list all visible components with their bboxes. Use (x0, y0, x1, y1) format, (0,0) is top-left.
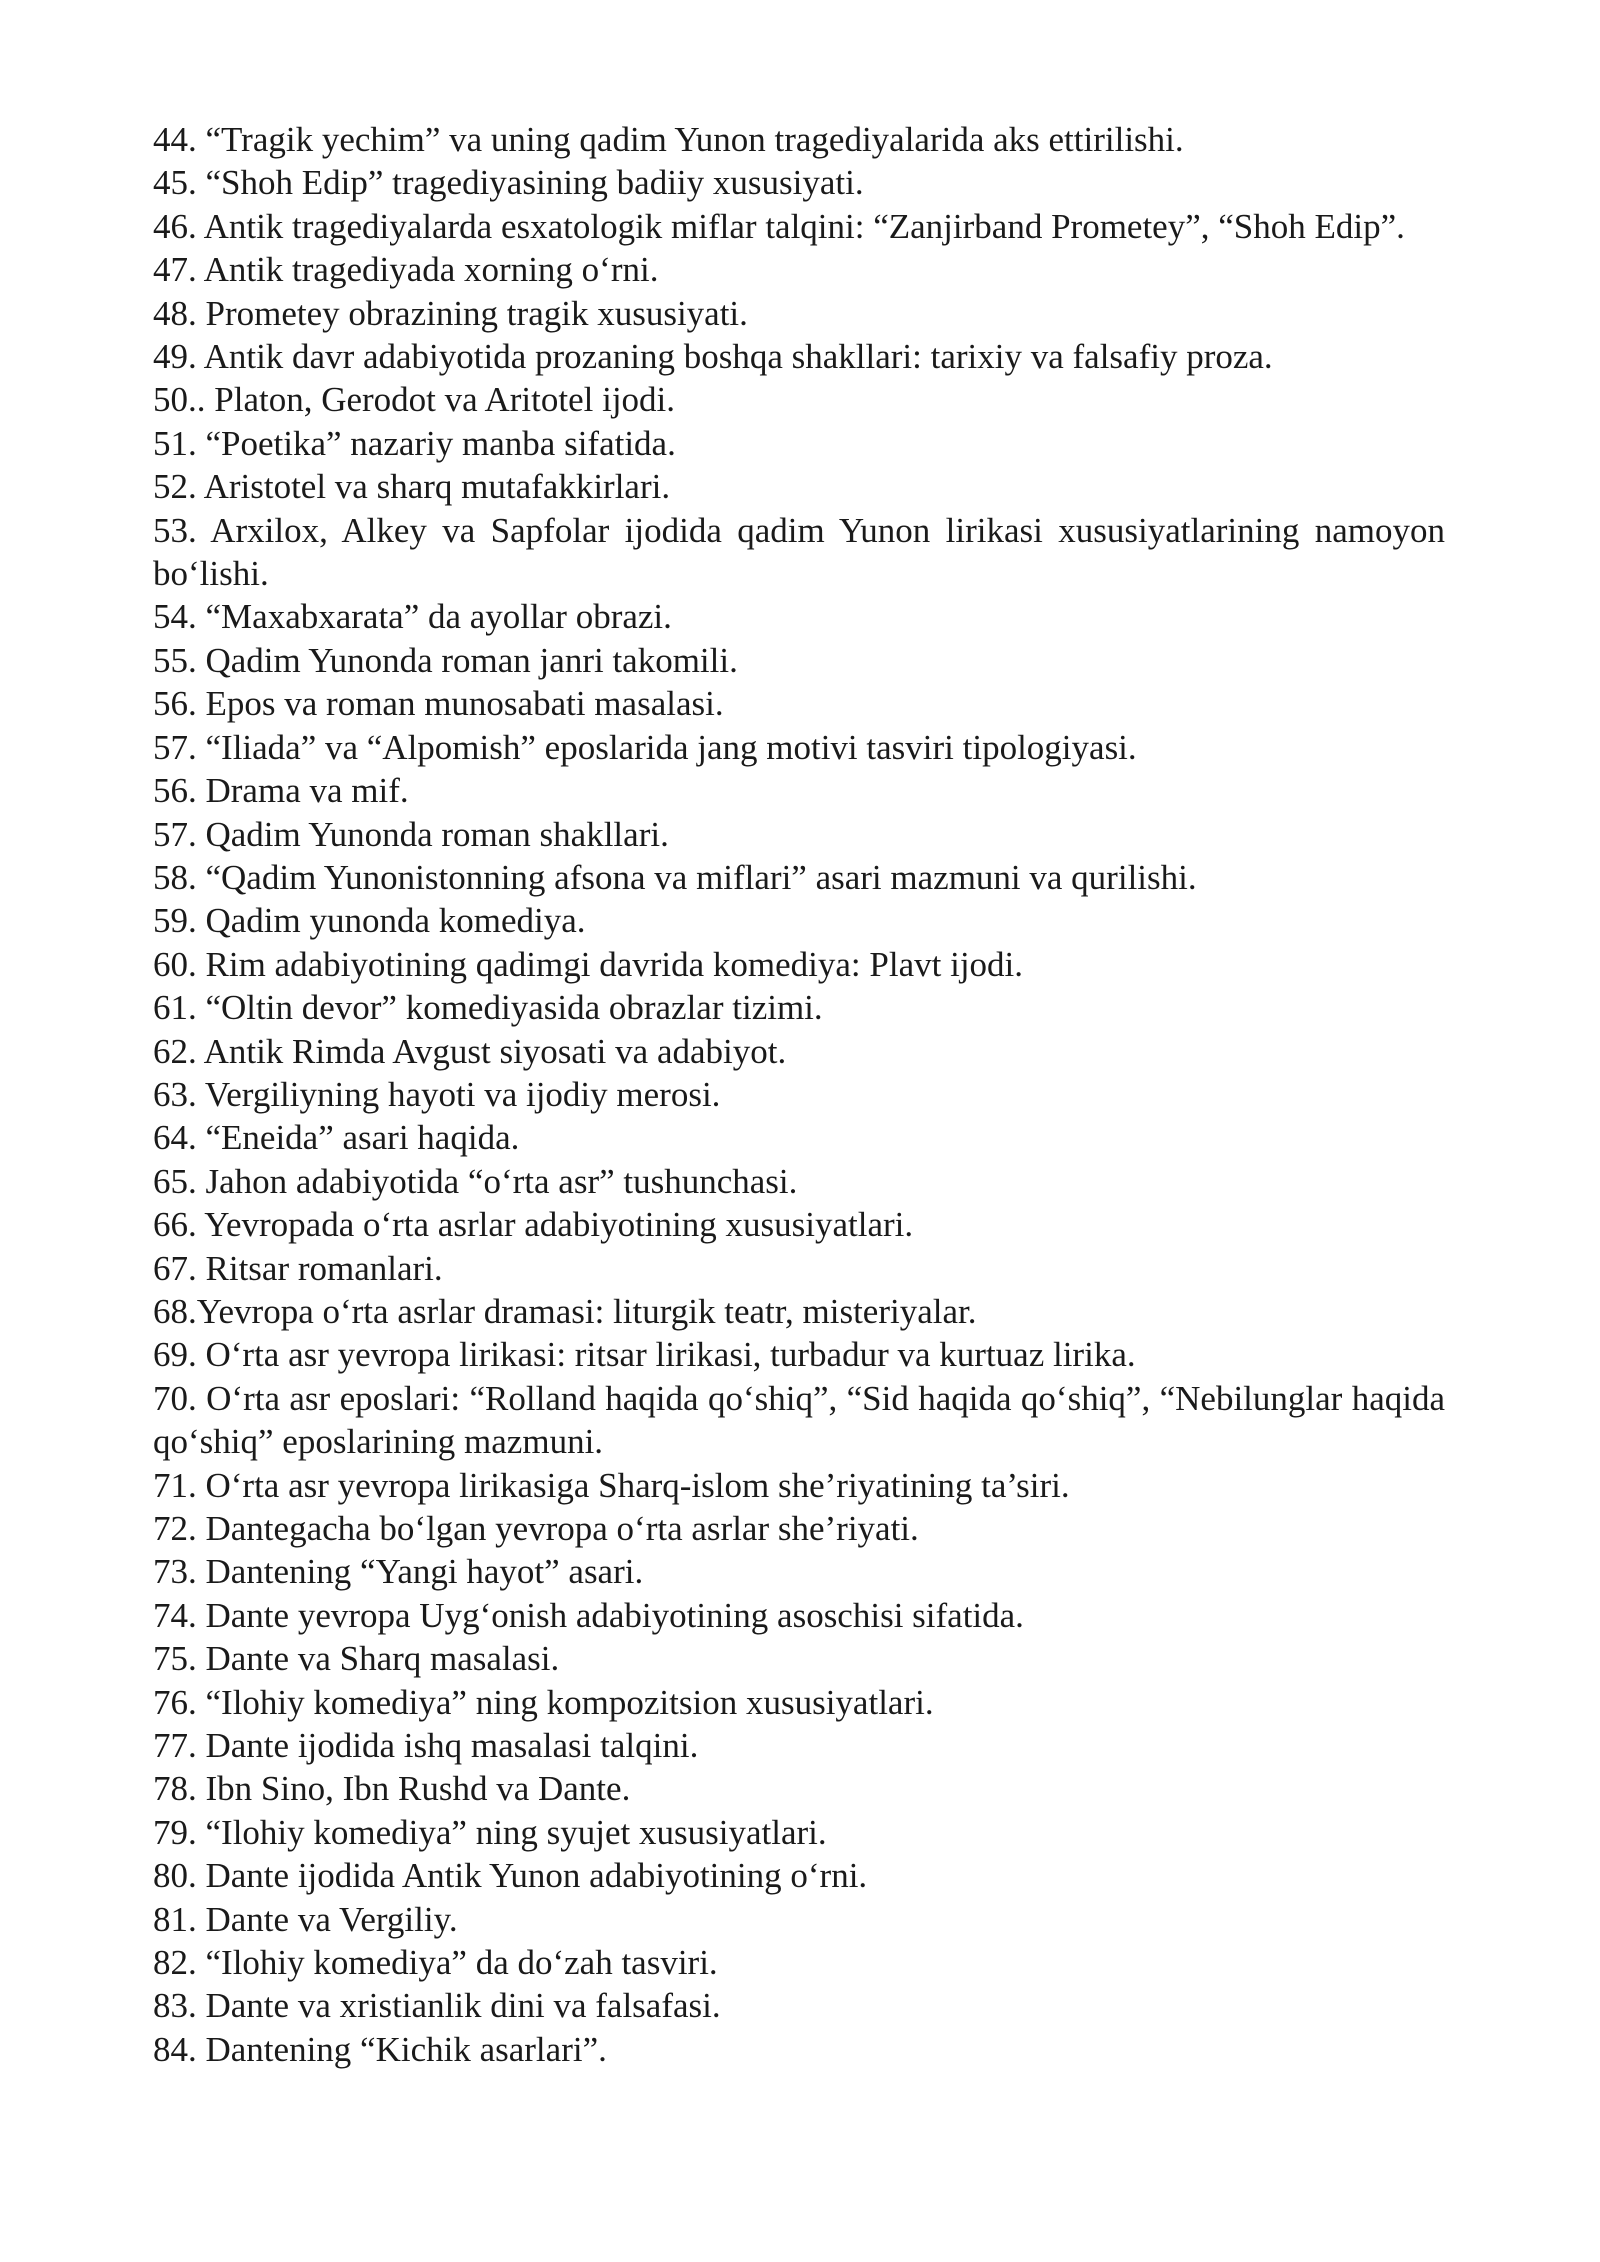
list-item: 75. Dante va Sharq masalasi. (153, 1639, 560, 1679)
document-page (153, 118, 1445, 2071)
list-item: 57. “Iliada” va “Alpomish” eposlarida jang motivi tasviri tipologiyasi. (153, 727, 1137, 767)
list-item: 69. O‘rta asr yevropa lirikasi: ritsar lirikasi, turbadur va kurtuaz lirika. (153, 1335, 1136, 1375)
list-item: 48. Prometey obrazining tragik xususiyati. (153, 293, 748, 333)
list-item: 66. Yevropada o‘rta asrlar adabiyotining xususiyatlari. (153, 1205, 914, 1245)
list-item: 57. Qadim Yunonda roman shakllari. (153, 814, 669, 854)
list-item: 54. “Maxabxarata” da ayollar obrazi. (153, 597, 672, 637)
list-item: 55. Qadim Yunonda roman janri takomili. (153, 640, 738, 680)
list-item: 79. “Ilohiy komediya” ning syujet xususiyatlari. (153, 1812, 827, 1852)
list-item: 65. Jahon adabiyotida “o‘rta asr” tushunchasi. (153, 1161, 798, 1201)
list-item: 53. Arxilox, Alkey va Sapfolar ijodida qadim Yunon lirikasi xususiyatlarining namoyon bo‘lishi. (153, 510, 1445, 594)
list-item: 67. Ritsar romanlari. (153, 1248, 443, 1288)
list-item: 71. O‘rta asr yevropa lirikasiga Sharq-islom she’riyatining ta’siri. (153, 1465, 1070, 1505)
list-item: 76. “Ilohiy komediya” ning kompozitsion xususiyatlari. (153, 1682, 934, 1722)
list-item: 80. Dante ijodida Antik Yunon adabiyotining o‘rni. (153, 1856, 868, 1896)
list-item: 77. Dante ijodida ishq masalasi talqini. (153, 1726, 699, 1766)
list-item: 44. “Tragik yechim” va uning qadim Yunon tragediyalarida aks ettirilishi. (153, 120, 1184, 159)
list-item: 56. Epos va roman munosabati masalasi. (153, 684, 724, 724)
list-item: 64. “Eneida” asari haqida. (153, 1118, 520, 1158)
list-item: 46. Antik tragediyalarda esxatologik miflar talqini: “Zanjirband Prometey”, “Shoh Edip”. (153, 206, 1405, 246)
list-item: 73. Dantening “Yangi hayot” asari. (153, 1552, 644, 1592)
list-item: 45. “Shoh Edip” tragediyasining badiiy xususiyati. (153, 163, 864, 203)
list-item: 56. Drama va mif. (153, 771, 409, 811)
list-item: 62. Antik Rimda Avgust siyosati va adabiyot. (153, 1031, 787, 1071)
list-item: 58. “Qadim Yunonistonning afsona va miflari” asari mazmuni va qurilishi. (153, 857, 1197, 897)
list-item: 82. “Ilohiy komediya” da do‘zah tasviri. (153, 1943, 718, 1983)
list-item: 49. Antik davr adabiyotida prozaning boshqa shakllari: tarixiy va falsafiy proza. (153, 337, 1273, 377)
list-item: 72. Dantegacha bo‘lgan yevropa o‘rta asrlar she’riyati. (153, 1509, 919, 1548)
list-item: 60. Rim adabiyotining qadimgi davrida komediya: Plavt ijodi. (153, 944, 1024, 984)
list-item: 78. Ibn Sino, Ibn Rushd va Dante. (153, 1769, 631, 1809)
list-item: 51. “Poetika” nazariy manba sifatida. (153, 423, 676, 463)
list-item: 70. O‘rta asr eposlari: “Rolland haqida qo‘shiq”, “Sid haqida qo‘shiq”, “Nebilunglar haqida qo‘shiq” eposlarining mazmuni. (153, 1378, 1445, 1462)
list-item: 47. Antik tragediyada xorning o‘rni. (153, 250, 659, 290)
list-item: 52. Aristotel va sharq mutafakkirlari. (153, 467, 671, 507)
list-item: 50.. Platon, Gerodot va Aritotel ijodi. (153, 380, 676, 420)
list-item: 63. Vergiliyning hayoti va ijodiy merosi. (153, 1074, 721, 1114)
list-item: 83. Dante va xristianlik dini va falsafasi. (153, 1986, 721, 2026)
list-item: 81. Dante va Vergiliy. (153, 1899, 458, 1939)
list-item: 68.Yevropa o‘rta asrlar dramasi: liturgik teatr, misteriyalar. (153, 1291, 977, 1331)
list-item: 84. Dantening “Kichik asarlari”. (153, 2029, 607, 2069)
list-item: 61. “Oltin devor” komediyasida obrazlar tizimi. (153, 988, 823, 1028)
list-item: 74. Dante yevropa Uyg‘onish adabiyotining asoschisi sifatida. (153, 1595, 1024, 1635)
list-item: 59. Qadim yunonda komediya. (153, 901, 586, 941)
